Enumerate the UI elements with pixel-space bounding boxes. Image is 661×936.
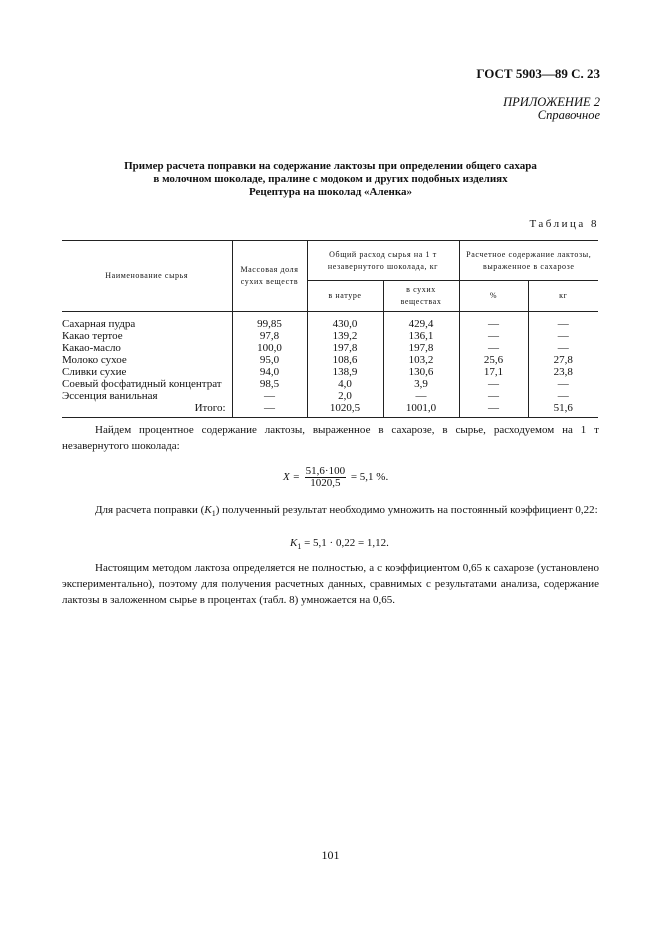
page-number: 101 [321,848,340,862]
appendix-type: Справочное [537,108,600,122]
appendix-number: ПРИЛОЖЕНИЕ 2 [503,95,600,109]
col-header-percent: % [459,281,528,312]
document-reference: ГОСТ 5903—89 С. 23 [476,66,600,81]
cell-dry-substance: 130,6 [383,366,459,378]
cell-natural: 1020,5 [307,402,383,418]
cell-dry-mass: 95,0 [232,354,307,366]
formula-lactose-percent [283,466,388,489]
cell-dry-mass: 100,0 [232,342,307,354]
cell-name: Соевый фосфатидный концентрат [62,378,222,390]
cell-dry-mass: 94,0 [232,366,307,378]
table-row [62,366,598,378]
table-row [62,342,598,354]
cell-kg: — [528,378,598,390]
cell-name: Молоко сухое [62,354,127,366]
cell-dry-substance: 197,8 [383,342,459,354]
cell-name: Какао тертое [62,330,123,342]
cell-dry-substance: 429,4 [383,312,459,331]
cell-dry-mass: 99,85 [232,312,307,331]
col-header-natural: в натуре [307,281,383,312]
formula-denominator: 1020,5 [310,477,341,489]
cell-natural: 4,0 [307,378,383,390]
cell-dry-substance: 136,1 [383,330,459,342]
cell-dry-substance: — [383,390,459,402]
cell-name: Эссенция ванильная [62,390,158,402]
coef-subscript: 1 [211,509,216,519]
cell-percent: — [459,330,528,342]
cell-kg: 51,6 [528,402,598,418]
cell-dry-mass: 98,5 [232,378,307,390]
title-line-2: в молочном шоколаде, пралине с модоком и других подобных изделиях [153,173,508,185]
paragraph-1: Найдем процентное содержание лактозы, выраженное в сахарозе, в сырье, расходуемом на 1 т незавернутого шоколада: [62,424,599,452]
cell-natural: 108,6 [307,354,383,366]
cell-dry-mass: — [232,390,307,402]
title-line-1: Пример расчета поправки на содержание лактозы при определении общего сахара [124,160,537,172]
cell-percent: 25,6 [459,354,528,366]
formula-fraction [305,466,346,489]
cell-name: Сахарная пудра [62,318,136,330]
formula-lhs: X = [283,471,300,484]
cell-natural: 430,0 [307,312,383,331]
formula-rhs: = 5,1 %. [350,471,389,484]
cell-dry-mass: 97,8 [232,330,307,342]
col-header-consumption: Общий расход сырья на 1 т незавернутого шоколада, кг [307,241,459,281]
col-header-dry-substance: в сухих веществах [383,281,459,312]
cell-natural: 139,2 [307,330,383,342]
cell-dry-substance: 1001,0 [383,402,459,418]
cell-kg: — [528,312,598,331]
section-title [0,160,661,199]
col-header-kg: кг [528,281,598,312]
cell-total-label: Итого: [62,402,232,418]
cell-kg: — [528,330,598,342]
title-line-3: Рецептура на шоколад «Аленка» [248,186,413,198]
cell-kg: 27,8 [528,354,598,366]
table-total-row [62,402,598,418]
table-row [62,330,598,342]
cell-natural: 2,0 [307,390,383,402]
cell-percent: — [459,402,528,418]
cell-natural: 197,8 [307,342,383,354]
paragraph-3: Настоящим методом лактоза определяется не полностью, а с коэффициентом 0,65 к сахарозе (установлено экспериментально), поэтому для получения расчетных данных, сравнимых с результатами анализа, содержание лактозы в заложенном сырье в процентах (табл. 8) умножается на 0,65. [62,562,599,606]
paragraph-2-end: ) полученный результат необходимо умножить на постоянный коэффициент 0,22: [215,504,598,516]
cell-percent: — [459,378,528,390]
appendix-label [503,96,600,122]
cell-dry-mass: — [232,402,307,418]
cell-dry-substance: 3,9 [383,378,459,390]
coef-symbol: K [204,504,212,516]
cell-natural: 138,9 [307,366,383,378]
cell-kg: 23,8 [528,366,598,378]
table-row [62,354,598,366]
cell-kg: — [528,390,598,402]
paragraph-2-start: Для расчета поправки ( [95,504,205,516]
formula-numerator: 51,6·100 [305,465,346,477]
cell-dry-substance: 103,2 [383,354,459,366]
cell-percent: — [459,312,528,331]
col-header-lactose: Расчетное содержание лактозы, выраженное в сахарозе [459,241,598,281]
formula2-subscript: 1 [297,542,302,552]
table-row [62,312,598,331]
table-row [62,390,598,402]
col-header-dry-mass: Массовая доля сухих веществ [232,241,307,312]
paragraph-2 [62,502,599,522]
cell-percent: — [459,390,528,402]
cell-kg: — [528,342,598,354]
formula-correction [290,537,389,551]
cell-name: Сливки сухие [62,366,127,378]
cell-percent: — [459,342,528,354]
recipe-table [62,240,598,418]
col-header-name: Наименование сырья [62,241,232,312]
cell-name: Какао-масло [62,342,121,354]
table-row [62,378,598,390]
table-caption: Таблица 8 [529,218,599,230]
formula2-symbol: K [290,537,298,549]
cell-percent: 17,1 [459,366,528,378]
formula2-rhs: = 5,1 · 0,22 = 1,12. [301,537,389,549]
